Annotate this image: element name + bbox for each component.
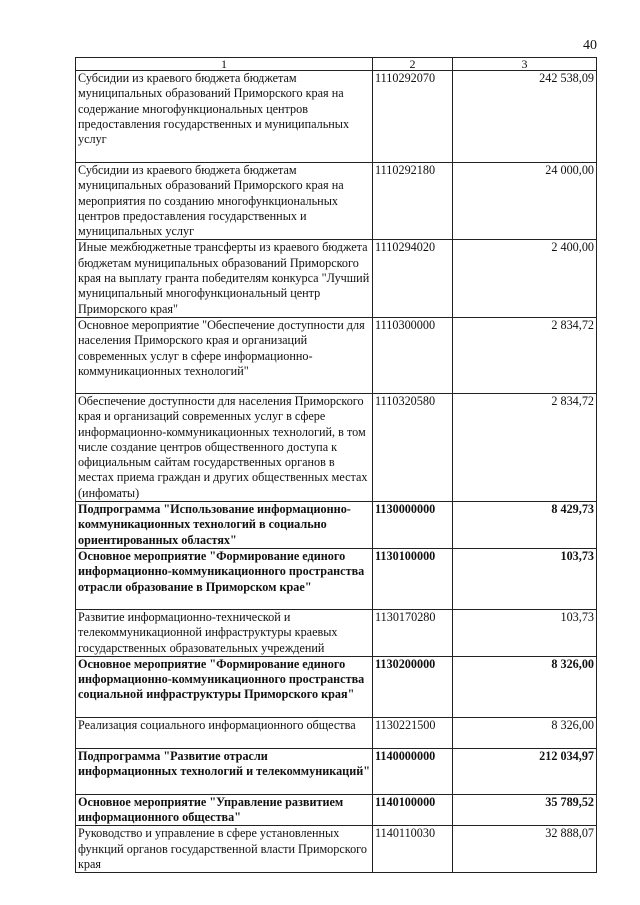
row-amount: 242 538,09 [453,71,597,163]
column-header-2: 2 [373,58,453,71]
row-code: 1140110030 [373,826,453,873]
row-amount: 212 034,97 [453,748,597,794]
column-header-3: 3 [453,58,597,71]
row-code: 1140000000 [373,748,453,794]
table-row [76,393,597,501]
table-row [76,502,597,549]
row-amount: 8 326,00 [453,656,597,717]
row-name: Обеспечение доступности для населения Приморского края и организаций современных услуг в сфере информационно-коммуникационных технологий, в том числе создание центров общественного доступа к официальным сайтам государственных органов в местах приема граждан и других общественных местах (инфоматы) [76,393,373,501]
row-code: 1130170280 [373,609,453,656]
row-amount: 24 000,00 [453,163,597,240]
row-amount: 2 400,00 [453,240,597,317]
row-code: 1130221500 [373,717,453,748]
row-amount: 8 429,73 [453,502,597,549]
row-name: Подпрограмма "Развитие отрасли информационных технологий и телекоммуникаций" [76,748,373,794]
row-amount: 35 789,52 [453,794,597,826]
table-row [76,826,597,873]
row-amount: 2 834,72 [453,393,597,501]
row-name: Основное мероприятие "Обеспечение доступности для населения Приморского края и организаций современных услуг в сфере информационно-коммуникационных технологий" [76,317,373,393]
row-name: Субсидии из краевого бюджета бюджетам муниципальных образований Приморского края на содержание многофункциональных центров предоставления государственных и муниципальных услуг [76,71,373,163]
row-amount: 32 888,07 [453,826,597,873]
table-row [76,656,597,717]
table-row [76,71,597,163]
row-code: 1110300000 [373,317,453,393]
row-name: Подпрограмма "Использование информационно-коммуникационных технологий в социально ориентированных областях" [76,502,373,549]
table-row [76,163,597,240]
row-code: 1110320580 [373,393,453,501]
table-row [76,548,597,609]
table-body [76,71,597,873]
row-code: 1110292070 [373,71,453,163]
table-row [76,717,597,748]
row-amount: 103,73 [453,548,597,609]
row-code: 1110294020 [373,240,453,317]
row-name: Реализация социального информационного общества [76,717,373,748]
table-header [76,58,597,71]
row-amount: 2 834,72 [453,317,597,393]
row-name: Иные межбюджетные трансферты из краевого бюджета бюджетам муниципальных образований Приморского края на выплату гранта победителям конкурса "Лучший муниципальный многофункциональный центр Приморского края" [76,240,373,317]
row-code: 1110292180 [373,163,453,240]
row-code: 1130100000 [373,548,453,609]
table-row [76,748,597,794]
row-name: Основное мероприятие "Управление развитием информационного общества" [76,794,373,826]
table-row [76,794,597,826]
row-name: Основное мероприятие "Формирование единого информационно-коммуникационного пространства социальной инфраструктуры Приморского края" [76,656,373,717]
row-code: 1140100000 [373,794,453,826]
column-header-1: 1 [76,58,373,71]
row-code: 1130200000 [373,656,453,717]
table-row [76,609,597,656]
budget-table [75,57,597,873]
row-code: 1130000000 [373,502,453,549]
table-row [76,240,597,317]
page-number: 40 [583,38,597,53]
row-name: Основное мероприятие "Формирование единого информационно-коммуникационного пространства отрасли образование в Приморском крае" [76,548,373,609]
row-amount: 8 326,00 [453,717,597,748]
row-name: Субсидии из краевого бюджета бюджетам муниципальных образований Приморского края на мероприятия по созданию многофункциональных центров предоставления государственных и муниципальных услуг [76,163,373,240]
row-amount: 103,73 [453,609,597,656]
row-name: Развитие информационно-технической и телекоммуникационной инфраструктуры краевых государственных образовательных учреждений [76,609,373,656]
header-row [76,58,597,71]
table-row [76,317,597,393]
row-name: Руководство и управление в сфере установленных функций органов государственной власти Приморского края [76,826,373,873]
